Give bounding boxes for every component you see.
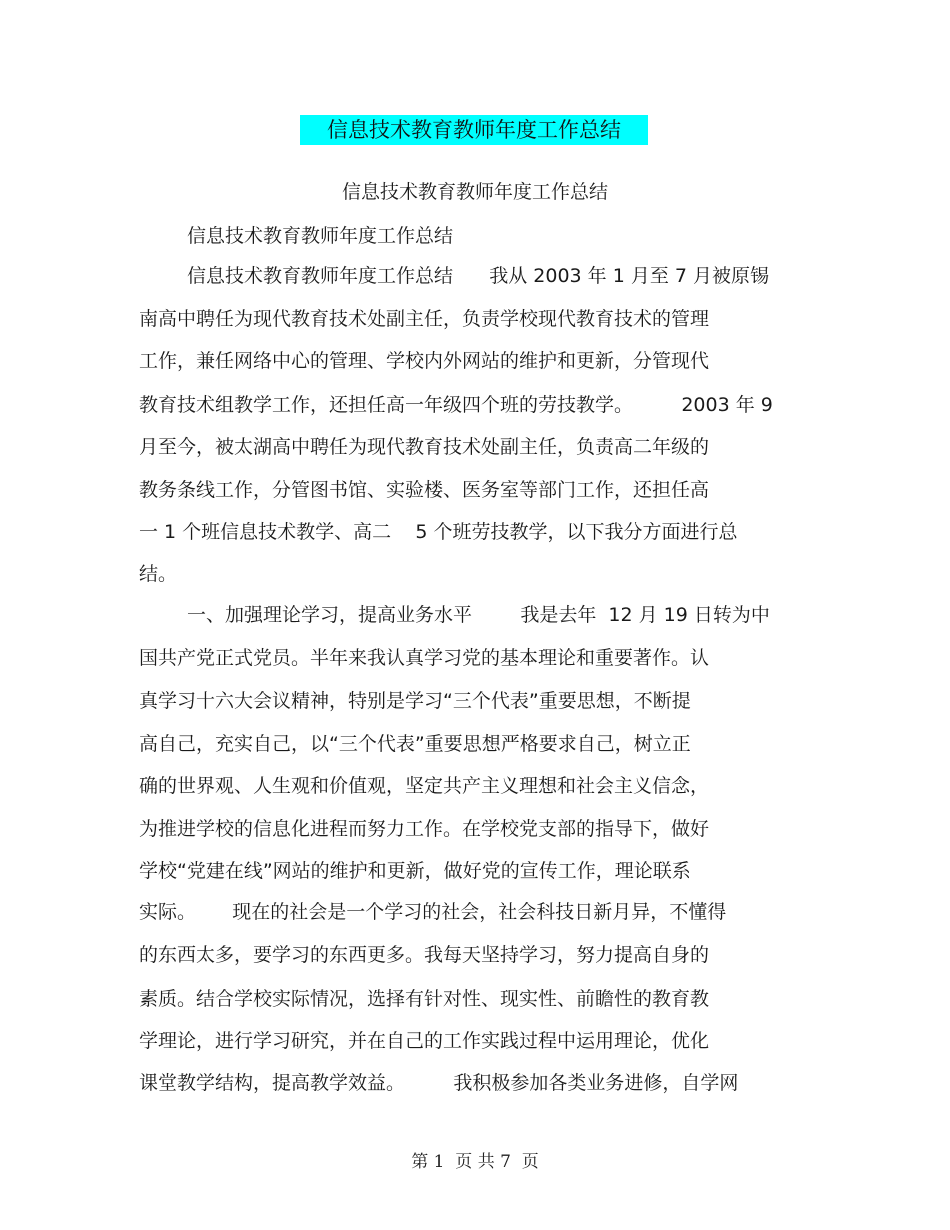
paragraph-line: 一、加强理论学习，提高业务水平 我是去年 12 月 19 日转为中 — [187, 604, 770, 626]
paragraph-line: 真学习十六大会议精神，特别是学习“三个代表”重要思想，不断提 — [139, 690, 691, 712]
paragraph-line: 信息技术教育教师年度工作总结 — [187, 225, 454, 247]
paragraph-line: 工作，兼任网络中心的管理、学校内外网站的维护和更新，分管现代 — [139, 350, 710, 372]
paragraph-line: 南高中聘任为现代教育技术处副主任，负责学校现代教育技术的管理 — [139, 308, 710, 330]
paragraph-line: 的东西太多，要学习的东西更多。我每天坚持学习，努力提高自身的 — [139, 944, 710, 966]
paragraph-line: 信息技术教育教师年度工作总结 我从 2003 年 1 月至 7 月被原锡 — [187, 265, 770, 287]
paragraph-line: 学校“党建在线”网站的维护和更新，做好党的宣传工作，理论联系 — [139, 860, 691, 882]
paragraph-line: 结。 — [139, 563, 178, 585]
paragraph-line: 为推进学校的信息化进程而努力工作。在学校党支部的指导下，做好 — [139, 818, 710, 840]
paragraph-line: 确的世界观、人生观和价值观，坚定共产主义理想和社会主义信念， — [139, 775, 710, 797]
document-subtitle: 信息技术教育教师年度工作总结 — [341, 181, 608, 203]
paragraph-line: 国共产党正式党员。半年来我认真学习党的基本理论和重要著作。认 — [139, 647, 710, 669]
document-title: 信息技术教育教师年度工作总结 — [300, 115, 648, 145]
page-number-footer: 第 1 页 共 7 页 — [411, 1152, 539, 1172]
paragraph-line: 课堂教学结构，提高教学效益。 我积极参加各类业务进修，自学网 — [139, 1072, 739, 1094]
paragraph-line: 一 1 个班信息技术教学、高二 5 个班劳技教学，以下我分方面进行总 — [139, 521, 738, 543]
paragraph-line: 高自己，充实自己，以“三个代表”重要思想严格要求自己，树立正 — [139, 733, 691, 755]
paragraph-line: 实际。 现在的社会是一个学习的社会，社会科技日新月异，不懂得 — [139, 901, 727, 923]
paragraph-line: 教务条线工作，分管图书馆、实验楼、医务室等部门工作，还担任高 — [139, 479, 710, 501]
paragraph-line: 素质。结合学校实际情况，选择有针对性、现实性、前瞻性的教育教 — [139, 988, 710, 1010]
paragraph-line: 学理论，进行学习研究，并在自己的工作实践过程中运用理论，优化 — [139, 1030, 710, 1052]
paragraph-line: 月至今，被太湖高中聘任为现代教育技术处副主任，负责高二年级的 — [139, 436, 710, 458]
paragraph-line: 教育技术组教学工作，还担任高一年级四个班的劳技教学。 2003 年 9 — [139, 394, 773, 416]
